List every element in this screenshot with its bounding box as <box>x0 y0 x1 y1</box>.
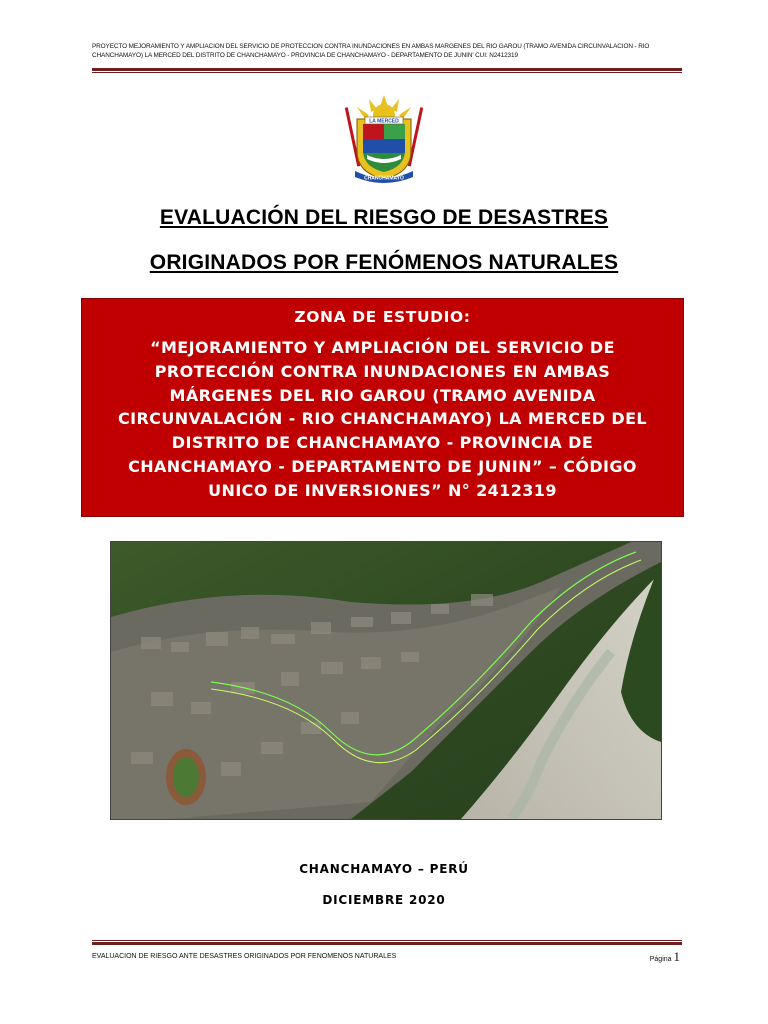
page-footer <box>92 949 682 964</box>
page-number: 1 <box>673 949 680 964</box>
study-zone-line: MÁRGENES DEL RIO GAROU (TRAMO AVENIDA <box>169 385 596 405</box>
date-text: DICIEMBRE 2020 <box>322 893 446 907</box>
study-zone-box <box>81 298 684 517</box>
study-zone-line: CHANCHAMAYO - DEPARTAMENTO DE JUNIN” – CÓDIGO <box>128 456 637 476</box>
study-zone-description <box>82 336 683 503</box>
study-zone-line: UNICO DE INVERSIONES” N° 2412319 <box>208 480 557 500</box>
aerial-satellite-photo <box>110 541 662 820</box>
document-title-line-1: EVALUACIÓN DEL RIESGO DE DESASTRES <box>159 206 609 229</box>
page-header: PROYECTO MEJORAMIENTO Y AMPLIACION DEL SERVICIO DE PROTECCION CONTRA INUNDACIONES EN AMBAS MARGENES DEL RIO GAROU (TRAMO AVENIDA CIRCUNVALACION - RIO CHANCHAMAYO) LA MERCED DEL DISTRITO DE CHANCHAMAYO - PROVINCIA DE CHANCHAMAYO - DEPARTAMENTO DE JUNIN' CUI: N2412319 <box>92 43 650 59</box>
header-rule <box>92 68 682 73</box>
document-title-line-2: ORIGINADOS POR FENÓMENOS NATURALES <box>149 251 619 274</box>
study-zone-line: “MEJORAMIENTO Y AMPLIACIÓN DEL SERVICIO DE <box>150 338 615 357</box>
footer-rule <box>92 940 682 945</box>
study-zone-heading: ZONA DE ESTUDIO: <box>294 308 471 326</box>
page-number-label <box>650 949 680 965</box>
page-label: Página <box>649 956 672 963</box>
location-text: CHANCHAMAYO – PERÚ <box>299 862 469 876</box>
study-zone-line: DISTRITO DE CHANCHAMAYO - PROVINCIA DE <box>171 433 594 453</box>
footer-text: EVALUACION DE RIESGO ANTE DESASTRES ORIGINADOS POR FENOMENOS NATURALES <box>92 953 397 960</box>
municipal-coat-of-arms-logo <box>341 93 427 185</box>
study-zone-line: CIRCUNVALACIÓN - RIO CHANCHAMAYO) LA MERCED DEL <box>117 409 648 429</box>
logo-banner-bottom: CHANCHAMAYO <box>364 175 404 182</box>
study-zone-line: PROTECCIÓN CONTRA INUNDACIONES EN AMBAS <box>154 361 611 381</box>
logo-banner-top: LA MERCED <box>369 118 399 125</box>
